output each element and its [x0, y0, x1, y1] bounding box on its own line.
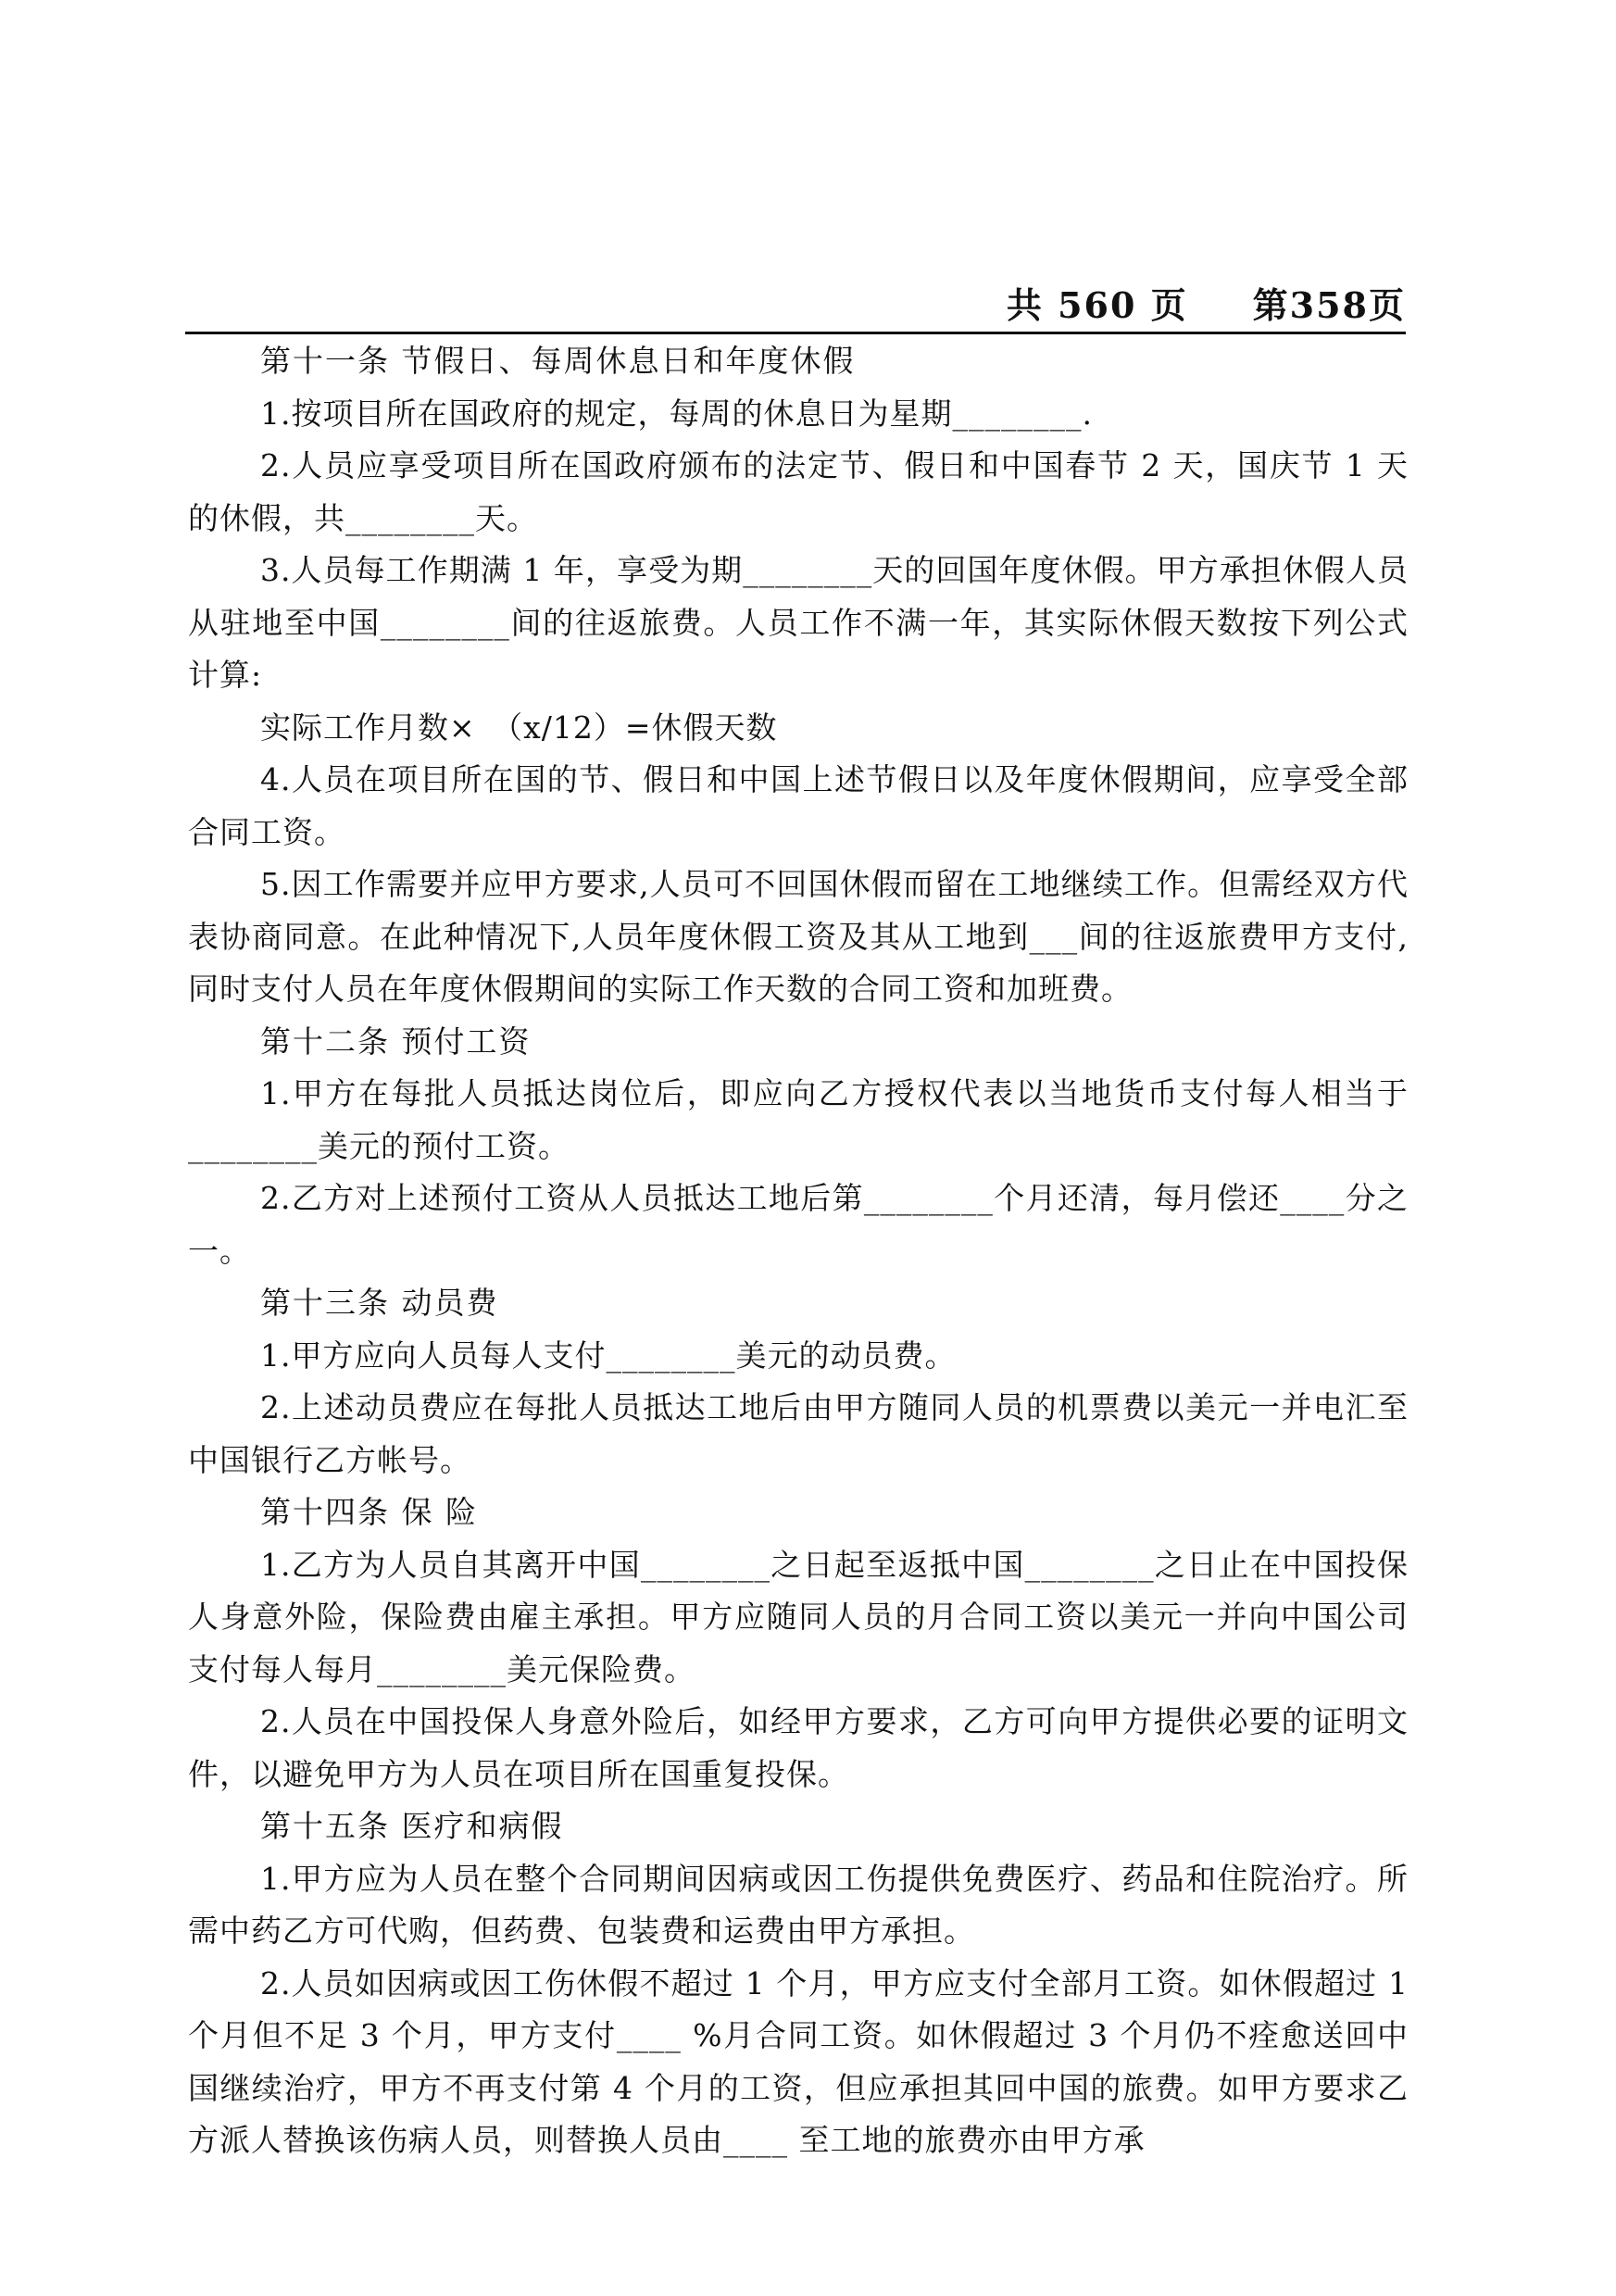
article-11-clause-3: 3.人员每工作期满 1 年，享受为期________天的回国年度休假。甲方承担休假人员从驻地至中国________间的往返旅费。人员工作不满一年，其实际休假天数按下列公式计算: — [188, 552, 1409, 693]
article-13-clause-1: 1.甲方应向人员每人支付________美元的动员费。 — [260, 1336, 957, 1374]
page-count — [1007, 282, 1406, 329]
article-14-heading: 第十四条 保 险 — [260, 1494, 478, 1530]
article-11-heading: 第十一条 节假日、每周休息日和年度休假 — [260, 343, 856, 379]
vacation-formula: 实际工作月数× （x/12）=休假天数 — [260, 709, 778, 746]
total-pages: 共 560 页 — [1006, 284, 1188, 326]
article-11-clause-4: 4.人员在项目所在国的节、假日和中国上述节假日以及年度休假期间，应享受全部合同工资。 — [188, 761, 1409, 850]
article-14-clause-1: 1.乙方为人员自其离开中国________之日起至返抵中国________之日止在中国投保人身意外险，保险费由雇主承担。甲方应随同人员的月合同工资以美元一并向中国公司支付每人每月________美元保险费。 — [188, 1546, 1409, 1687]
article-13-heading: 第十三条 动员费 — [260, 1285, 499, 1321]
article-15-clause-2: 2.人员如因病或因工伤休假不超过 1 个月，甲方应支付全部月工资。如休假超过 1 个月但不足 3 个月，甲方支付____ %月合同工资。如休假超过 3 个月仍不痊愈送回中国继续治疗，甲方不再支付第 4 个月的工资，但应承担其回中国的旅费。如甲方要求乙方派人替换该伤病人员，则替换人员由____ 至工地的旅费亦由甲方承 — [188, 1964, 1409, 2158]
article-12-clause-1: 1.甲方在每批人员抵达岗位后，即应向乙方授权代表以当地货币支付每人相当于________美元的预付工资。 — [188, 1075, 1409, 1164]
article-14-clause-2: 2.人员在中国投保人身意外险后，如经甲方要求，乙方可向甲方提供必要的证明文件，以避免甲方为人员在项目所在国重复投保。 — [188, 1703, 1409, 1792]
article-11-clause-1: 1.按项目所在国政府的规定，每周的休息日为星期________. — [260, 395, 1093, 432]
header-rule — [185, 332, 1406, 334]
article-12-clause-2: 2.乙方对上述预付工资从人员抵达工地后第________个月还清，每月偿还____分之一。 — [188, 1180, 1409, 1269]
document-body — [188, 335, 1409, 2167]
article-15-heading: 第十五条 医疗和病假 — [260, 1808, 564, 1844]
article-15-clause-1: 1.甲方应为人员在整个合同期间因病或因工伤提供免费医疗、药品和住院治疗。所需中药乙方可代购，但药费、包装费和运费由甲方承担。 — [188, 1860, 1409, 1949]
current-page: 第358页 — [1252, 284, 1406, 326]
article-12-heading: 第十二条 预付工资 — [260, 1023, 532, 1060]
article-13-clause-2: 2.上述动员费应在每批人员抵达工地后由甲方随同人员的机票费以美元一并电汇至中国银行乙方帐号。 — [188, 1389, 1409, 1478]
article-11-clause-5: 5.因工作需要并应甲方要求,人员可不回国休假而留在工地继续工作。但需经双方代表协商同意。在此种情况下,人员年度休假工资及其从工地到___间的往返旅费甲方支付,同时支付人员在年度休假期间的实际工作天数的合同工资和加班费。 — [188, 866, 1409, 1007]
article-11-clause-2: 2.人员应享受项目所在国政府颁布的法定节、假日和中国春节 2 天，国庆节 1 天的休假，共________天。 — [188, 447, 1409, 536]
page-header — [185, 282, 1406, 329]
